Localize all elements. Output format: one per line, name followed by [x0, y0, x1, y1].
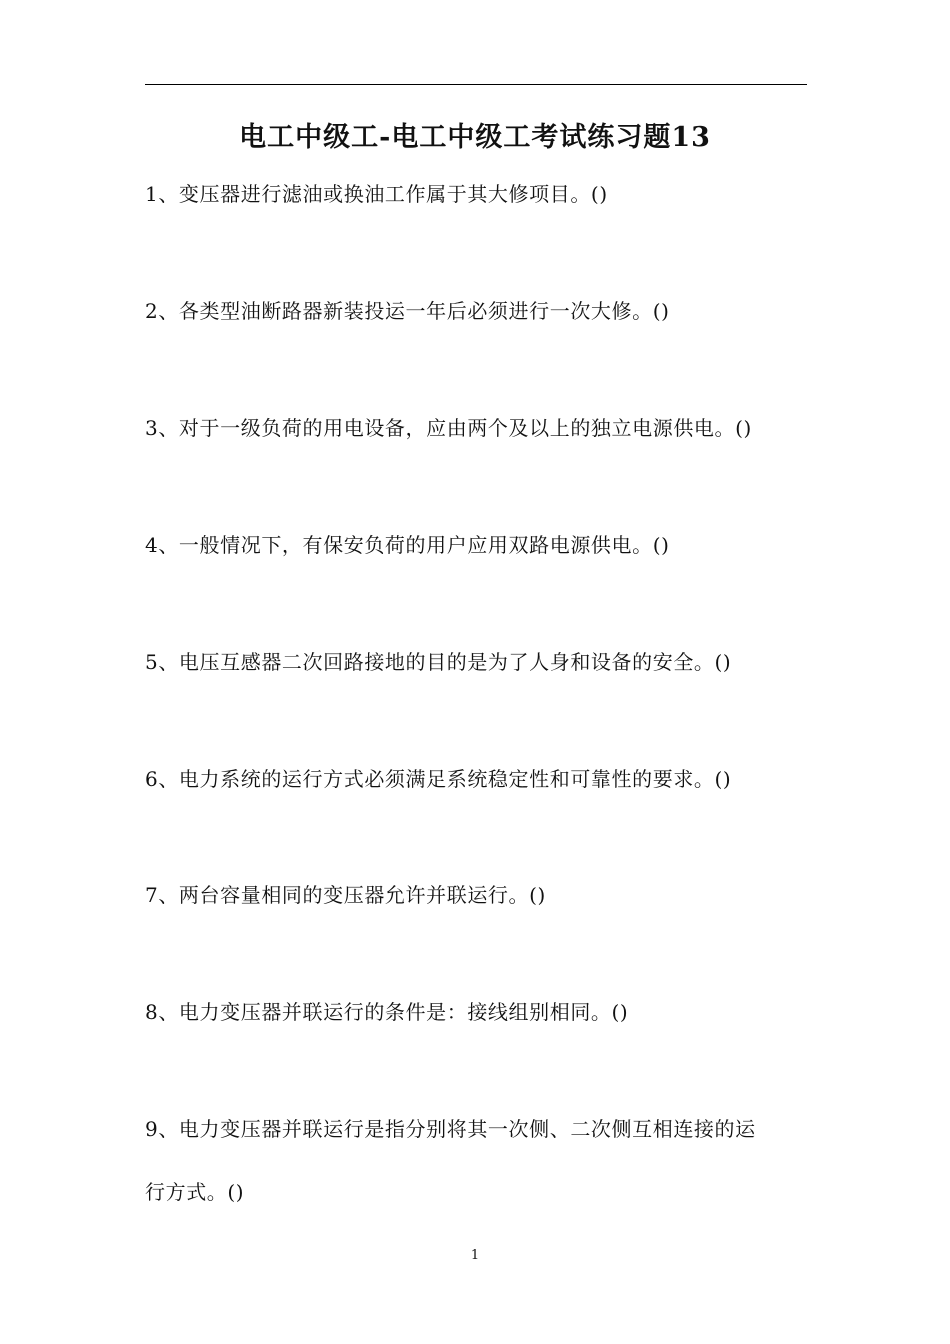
- page-title: 电工中级工-电工中级工考试练习题13: [239, 122, 711, 153]
- question-9-line-2: 行方式。(): [145, 1180, 245, 1204]
- header-rule: [145, 84, 807, 85]
- page-number: 1: [470, 1248, 480, 1263]
- question-7: 7、两台容量相同的变压器允许并联运行。(): [145, 883, 546, 907]
- question-6: 6、电力系统的运行方式必须满足系统稳定性和可靠性的要求。(): [145, 767, 732, 791]
- question-9-line-1: 9、电力变压器并联运行是指分别将其一次侧、二次侧互相连接的运: [145, 1117, 756, 1141]
- question-2: 2、各类型油断路器新装投运一年后必须进行一次大修。(): [145, 299, 670, 323]
- question-3: 3、对于一级负荷的用电设备，应由两个及以上的独立电源供电。(): [145, 416, 752, 440]
- question-8: 8、电力变压器并联运行的条件是：接线组别相同。(): [145, 1000, 629, 1024]
- question-5: 5、电压互感器二次回路接地的目的是为了人身和设备的安全。(): [145, 650, 732, 674]
- question-1: 1、变压器进行滤油或换油工作属于其大修项目。(): [145, 182, 608, 206]
- question-4: 4、一般情况下，有保安负荷的用户应用双路电源供电。(): [145, 533, 670, 557]
